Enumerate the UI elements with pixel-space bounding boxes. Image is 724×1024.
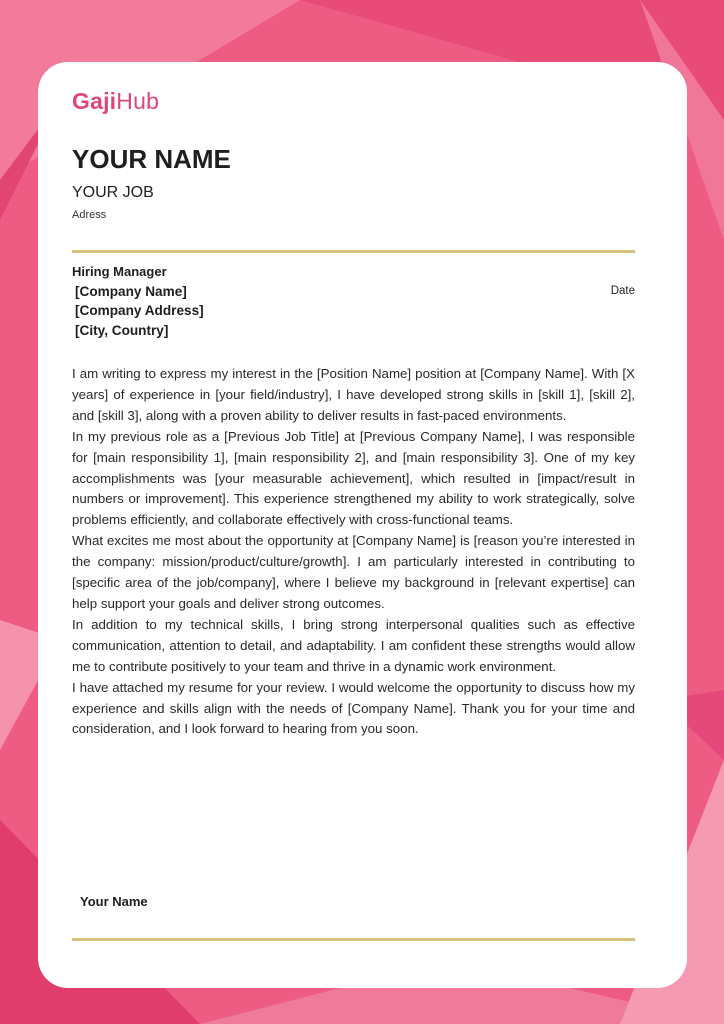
recipient-company-address: [Company Address] [75,303,204,318]
footer-divider [72,938,635,941]
letter-body [72,364,635,740]
recipient-block [72,262,204,340]
letter-date: Date [610,285,635,297]
signature-name: Your Name [80,894,148,909]
header-divider [72,250,635,253]
applicant-job: YOUR JOB [72,184,154,201]
recipient-company-name: [Company Name] [75,283,187,299]
body-paragraph: I have attached my resume for your review. I would welcome the opportunity to discuss how my experience and skills align with the needs of [Company Name]. Thank you for your time and consideration, and I look forward to hearing from you soon. [72,679,635,737]
logo-text-hub: Hub [116,88,160,114]
recipient-title: Hiring Manager [72,264,167,279]
letter-card [38,62,687,988]
logo-text-gaji: Gaji [72,88,117,114]
recipient-city-country: [City, Country] [75,322,169,338]
body-paragraph: What excites me most about the opportunity at [Company Name] is [reason you’re interested in the company: mission/product/culture/growth]. I am particularly interested in contributing to [specific area of the job/company], where I believe my background in [relevant expertise] can help support your goals and deliver strong outcomes. [72,533,635,611]
gajihub-logo [72,88,159,115]
body-paragraph: In my previous role as a [Previous Job Title] at [Previous Company Name], I was responsible for [main responsibility 1], [main responsibility 2], and [main responsibility 3]. One of my key accomplishments was [your measurable achievement], which resulted in [impact/result in numbers or improvement]. This experience strengthened my ability to work strategically, solve problems efficiently, and collaborate effectively with cross-functional teams. [72,428,635,528]
body-paragraph: I am writing to express my interest in the [Position Name] position at [Company Name]. With [X years] of experience in [your field/industry], I have developed strong skills in [skill 1], [skill 2], and [skill 3], along with a proven ability to deliver results in fast-paced environments. [72,366,635,423]
applicant-name: YOUR NAME [72,144,231,174]
body-paragraph: In addition to my technical skills, I bring strong interpersonal qualities such as effective communication, attention to detail, and adaptability. I am confident these strengths would allow me to contribute positively to your team and thrive in a dynamic work environment. [72,616,635,674]
applicant-address: Adress [72,209,107,221]
